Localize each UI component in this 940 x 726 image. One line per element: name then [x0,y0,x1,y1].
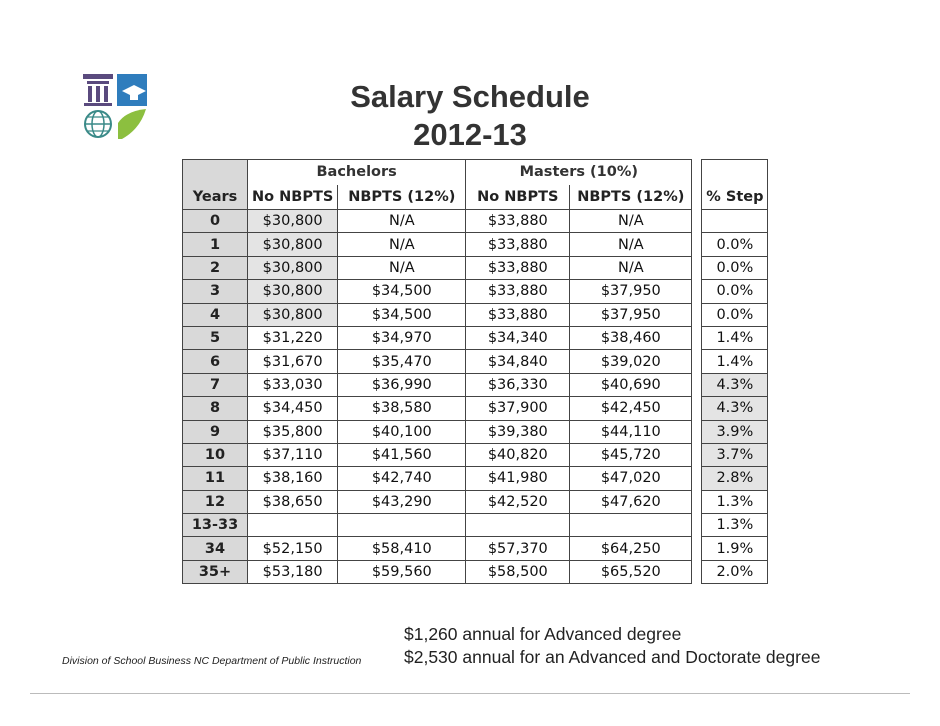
bachelors-nbpts-cell: $58,410 [338,537,466,560]
bachelors-no-nbpts-cell: $33,030 [248,373,338,396]
bachelors-nbpts-cell: $34,500 [338,280,466,303]
footer-attribution: Division of School Business NC Department of Public Instruction [62,655,362,667]
step-percent-cell: 1.4% [702,350,768,373]
bachelors-no-nbpts-cell: $30,800 [248,303,338,326]
table-row [183,467,768,490]
col-header-masters-nbpts: NBPTS (12%) [570,185,692,210]
masters-no-nbpts-cell: $37,900 [466,397,570,420]
bachelors-no-nbpts-cell: $31,220 [248,326,338,349]
logo-leaf-icon [117,109,147,140]
doctorate-degree-note: $2,530 annual for an Advanced and Doctorate degree [404,647,821,667]
bachelors-no-nbpts-cell: $30,800 [248,256,338,279]
step-percent-cell: 1.3% [702,490,768,513]
dpi-logo [82,73,148,141]
years-cell: 13-33 [183,514,248,537]
bachelors-nbpts-cell: $34,970 [338,326,466,349]
step-percent-cell: 1.9% [702,537,768,560]
bachelors-group-header: Bachelors [248,160,466,185]
masters-no-nbpts-cell: $39,380 [466,420,570,443]
page-subtitle-year: 2012-13 [413,117,527,152]
masters-no-nbpts-cell: $40,820 [466,443,570,466]
masters-no-nbpts-cell: $33,880 [466,256,570,279]
masters-nbpts-cell: $39,020 [570,350,692,373]
bachelors-nbpts-cell: $41,560 [338,443,466,466]
masters-nbpts-cell: $45,720 [570,443,692,466]
table-row [183,256,768,279]
years-cell: 5 [183,326,248,349]
bachelors-nbpts-cell: N/A [338,210,466,233]
masters-no-nbpts-cell [466,514,570,537]
bachelors-nbpts-cell: $35,470 [338,350,466,373]
years-cell: 12 [183,490,248,513]
bachelors-no-nbpts-cell: $37,110 [248,443,338,466]
masters-nbpts-cell: $42,450 [570,397,692,420]
step-header-top [702,160,768,185]
table-row [183,233,768,256]
page-title: Salary Schedule [350,79,590,114]
step-percent-cell: 0.0% [702,280,768,303]
salary-table [182,159,768,584]
col-header-bachelors-nbpts: NBPTS (12%) [338,185,466,210]
footer-divider [30,693,910,694]
bachelors-nbpts-cell: $38,580 [338,397,466,420]
table-row [183,443,768,466]
masters-no-nbpts-cell: $33,880 [466,303,570,326]
bachelors-nbpts-cell: $40,100 [338,420,466,443]
col-header-step: % Step [702,185,768,210]
step-percent-cell: 0.0% [702,303,768,326]
bachelors-no-nbpts-cell: $38,160 [248,467,338,490]
masters-nbpts-cell: $44,110 [570,420,692,443]
bachelors-nbpts-cell: $59,560 [338,560,466,583]
step-percent-cell: 3.7% [702,443,768,466]
masters-nbpts-cell: $47,020 [570,467,692,490]
bachelors-nbpts-cell: $36,990 [338,373,466,396]
bachelors-no-nbpts-cell: $30,800 [248,233,338,256]
table-row [183,303,768,326]
years-cell: 35+ [183,560,248,583]
years-cell: 4 [183,303,248,326]
masters-nbpts-cell: $37,950 [570,303,692,326]
table-row [183,560,768,583]
years-cell: 3 [183,280,248,303]
masters-nbpts-cell: $65,520 [570,560,692,583]
bachelors-no-nbpts-cell: $30,800 [248,210,338,233]
masters-nbpts-cell: $64,250 [570,537,692,560]
step-percent-cell [702,210,768,233]
masters-no-nbpts-cell: $33,880 [466,233,570,256]
years-cell: 1 [183,233,248,256]
bachelors-no-nbpts-cell: $53,180 [248,560,338,583]
table-row [183,210,768,233]
masters-nbpts-cell: N/A [570,210,692,233]
bachelors-no-nbpts-cell [248,514,338,537]
bachelors-nbpts-cell: N/A [338,233,466,256]
step-percent-cell: 1.4% [702,326,768,349]
table-row [183,350,768,373]
table-row [183,514,768,537]
col-header-masters-no-nbpts: No NBPTS [466,185,570,210]
years-cell: 34 [183,537,248,560]
masters-nbpts-cell: $37,950 [570,280,692,303]
years-cell: 10 [183,443,248,466]
step-percent-cell: 4.3% [702,397,768,420]
step-percent-cell: 2.0% [702,560,768,583]
years-cell: 8 [183,397,248,420]
masters-no-nbpts-cell: $34,840 [466,350,570,373]
years-cell: 2 [183,256,248,279]
logo-pillar-icon [83,74,113,106]
table-row [183,280,768,303]
masters-nbpts-cell [570,514,692,537]
masters-no-nbpts-cell: $58,500 [466,560,570,583]
step-percent-cell: 1.3% [702,514,768,537]
bachelors-no-nbpts-cell: $30,800 [248,280,338,303]
years-cell: 11 [183,467,248,490]
years-cell: 0 [183,210,248,233]
advanced-degree-note: $1,260 annual for Advanced degree [404,624,682,644]
masters-no-nbpts-cell: $34,340 [466,326,570,349]
masters-nbpts-cell: $38,460 [570,326,692,349]
logo-globe-icon [83,109,113,140]
bachelors-nbpts-cell [338,514,466,537]
col-header-bachelors-no-nbpts: No NBPTS [248,185,338,210]
table-row [183,420,768,443]
step-percent-cell: 0.0% [702,256,768,279]
masters-nbpts-cell: $47,620 [570,490,692,513]
years-cell: 6 [183,350,248,373]
table-row [183,326,768,349]
column-header-row [183,185,768,210]
masters-nbpts-cell: N/A [570,256,692,279]
masters-no-nbpts-cell: $42,520 [466,490,570,513]
masters-nbpts-cell: $40,690 [570,373,692,396]
group-header-row [183,160,768,185]
col-header-years: Years [183,185,248,210]
table-row [183,373,768,396]
bachelors-nbpts-cell: N/A [338,256,466,279]
bachelors-no-nbpts-cell: $34,450 [248,397,338,420]
years-header-top [183,160,248,185]
masters-no-nbpts-cell: $33,880 [466,210,570,233]
bachelors-nbpts-cell: $34,500 [338,303,466,326]
bachelors-no-nbpts-cell: $52,150 [248,537,338,560]
table-row [183,537,768,560]
masters-no-nbpts-cell: $41,980 [466,467,570,490]
masters-nbpts-cell: N/A [570,233,692,256]
logo-graduation-icon [117,74,147,106]
table-row [183,397,768,420]
masters-group-header: Masters (10%) [466,160,692,185]
masters-no-nbpts-cell: $36,330 [466,373,570,396]
bachelors-nbpts-cell: $43,290 [338,490,466,513]
masters-no-nbpts-cell: $57,370 [466,537,570,560]
bachelors-nbpts-cell: $42,740 [338,467,466,490]
bachelors-no-nbpts-cell: $38,650 [248,490,338,513]
bachelors-no-nbpts-cell: $35,800 [248,420,338,443]
step-percent-cell: 3.9% [702,420,768,443]
table-row [183,490,768,513]
step-percent-cell: 0.0% [702,233,768,256]
masters-no-nbpts-cell: $33,880 [466,280,570,303]
step-percent-cell: 4.3% [702,373,768,396]
years-cell: 7 [183,373,248,396]
bachelors-no-nbpts-cell: $31,670 [248,350,338,373]
step-percent-cell: 2.8% [702,467,768,490]
years-cell: 9 [183,420,248,443]
